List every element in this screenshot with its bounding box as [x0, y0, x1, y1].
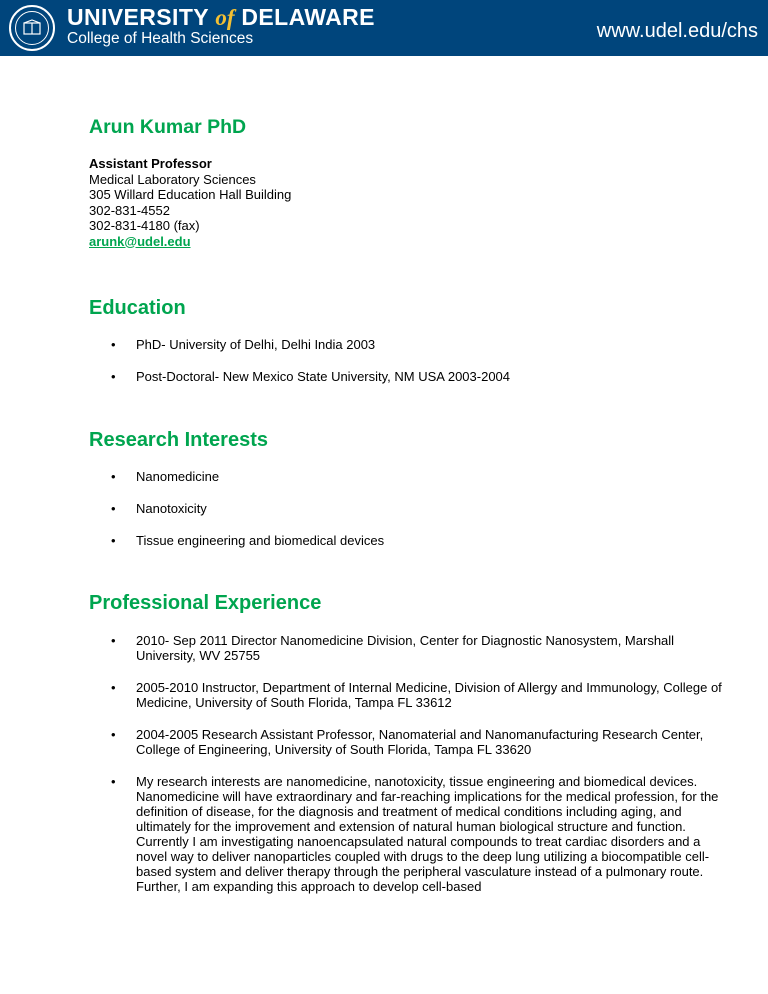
university-name: UNIVERSITY of DELAWARE — [67, 4, 375, 30]
office-address: 305 Willard Education Hall Building — [89, 187, 292, 202]
list-item: • 2005-2010 Instructor, Department of Internal Medicine, Division of Allergy and Immunology, College of Medicine, University of South Florida, Tampa FL 33612 — [111, 680, 722, 710]
fax-number: 302-831-4180 (fax) — [89, 218, 200, 233]
email-link[interactable]: arunk@udel.edu — [89, 233, 191, 249]
profile-name: Arun Kumar PhD — [89, 116, 247, 138]
bullet-icon: • — [111, 337, 116, 352]
phone-number: 302-831-4552 — [89, 202, 170, 218]
list-item: • Nanotoxicity — [111, 501, 207, 516]
education-list — [89, 337, 729, 401]
list-item: • My research interests are nanomedicine, nanotoxicity, tissue engineering and biomedical devices. Nanomedicine will have extraordinary and far-reaching implications for the medical profession, for the definition of disease, for the diagnosis and treatment of medical conditions including aging, and ultimately for the improvement and extension of natural human biological structure and function. Currently I am investigating nanoencapsulated natural compounds to treat cardiac disorders and a novel way to deliver nanoparticles coupled with drugs to the deep lung utilizing a biocompatible cell-based system and deliver therapy through the peripheral vasculature instead of a pulmonary route. Further, I am expanding this approach to develop cell-based — [111, 774, 719, 894]
bullet-icon: • — [111, 533, 116, 548]
bullet-icon: • — [111, 680, 116, 695]
bullet-icon: • — [111, 774, 116, 789]
contact-block — [89, 156, 291, 249]
list-item: • Tissue engineering and biomedical devices — [111, 533, 385, 548]
college-name: College of Health Sciences — [67, 30, 254, 47]
education-heading: Education — [89, 297, 186, 319]
job-title: Assistant Professor — [89, 156, 212, 171]
bullet-icon: • — [111, 369, 116, 384]
website-url: www.udel.edu/chs — [596, 20, 758, 42]
bullet-icon: • — [111, 727, 116, 742]
experience-heading: Professional Experience — [89, 592, 322, 614]
research-list — [89, 469, 729, 565]
experience-list — [89, 633, 729, 911]
list-item: • PhD- University of Delhi, Delhi India 2003 — [111, 337, 376, 352]
research-heading: Research Interests — [89, 429, 268, 451]
list-item: • Nanomedicine — [111, 469, 220, 484]
list-item: • Post-Doctoral- New Mexico State University, NM USA 2003-2004 — [111, 369, 511, 384]
bullet-icon: • — [111, 469, 116, 484]
header-banner — [0, 0, 768, 56]
list-item: • 2010- Sep 2011 Director Nanomedicine Division, Center for Diagnostic Nanosystem, Marshall University, WV 25755 — [111, 633, 675, 663]
bullet-icon: • — [111, 501, 116, 516]
university-seal-icon — [9, 5, 55, 51]
list-item: • 2004-2005 Research Assistant Professor, Nanomaterial and Nanomanufacturing Research Center, College of Engineering, University of South Florida, Tampa FL 33620 — [111, 727, 704, 757]
bullet-icon: • — [111, 633, 116, 648]
department: Medical Laboratory Sciences — [89, 171, 256, 187]
